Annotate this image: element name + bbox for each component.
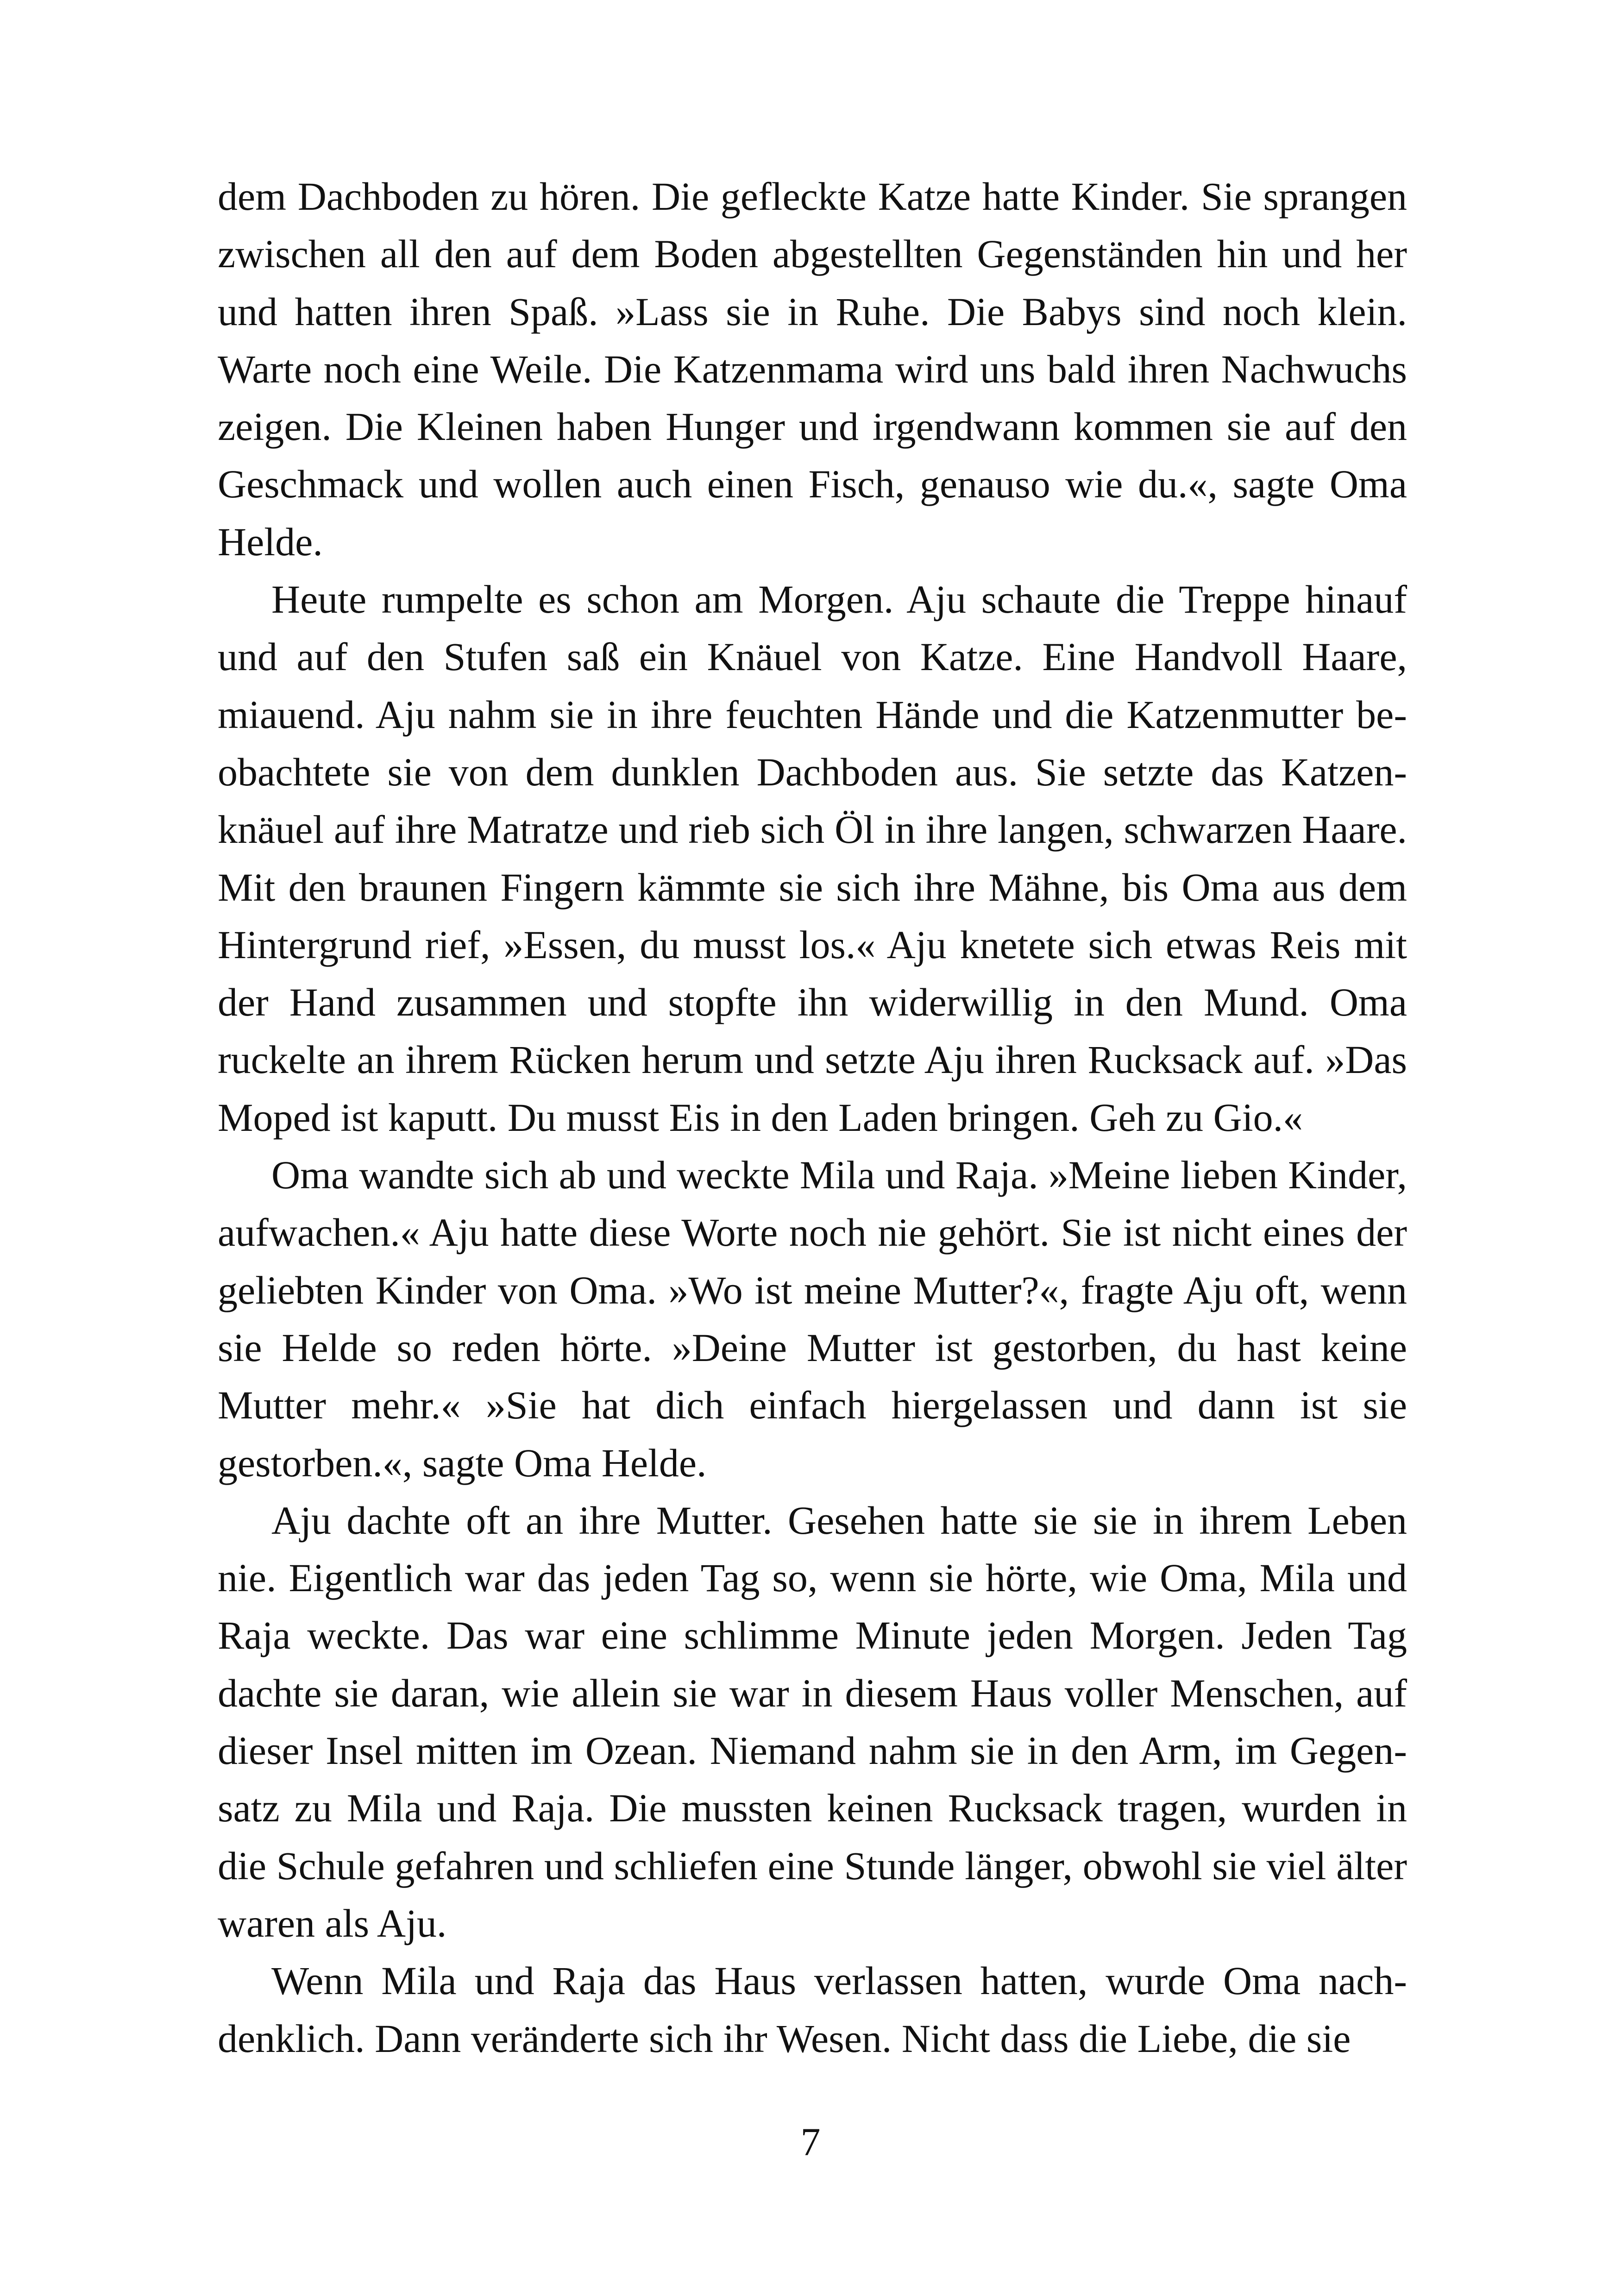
paragraph-5: Wenn Mila und Raja das Haus verlassen hatten, wurde Oma nachdenklich. Dann veränderte sich ihr Wesen. Nicht dass die Liebe, die sie <box>218 1958 1407 2061</box>
paragraph-1: dem Dachboden zu hören. Die gefleckte Katze hatte Kinder. Sie sprangen zwischen all den auf dem Boden abgestellten Gegenständen hin und her und hatten ihren Spaß. »Lass sie in Ruhe. Die Babys sind noch klein. Warte noch eine Weile. Die Katzenmama wird uns bald ihren Nachwuchs zeigen. Die Kleinen haben Hunger und irgendwann kommen sie auf den Geschmack und wollen auch einen Fisch, genauso wie du.«, sagte Oma Helde. <box>218 174 1407 564</box>
body-text <box>218 168 1407 2067</box>
paragraph-2: Heute rumpelte es schon am Morgen. Aju schaute die Treppe hinauf und auf den Stufen saß ein Knäuel von Katze. Eine Handvoll Haare, miauend. Aju nahm sie in ihre feuchten Hände und die Katzenmutter beobachtete sie von dem dunklen Dachboden aus. Sie setzte das Katzenknäuel auf ihre Matratze und rieb sich Öl in ihre langen, schwarzen Haare. Mit den braunen Fingern kämmte sie sich ihre Mähne, bis Oma aus dem Hintergrund rief, »Essen, du musst los.« Aju knetete sich etwas Reis mit der Hand zusammen und stopfte ihn widerwillig in den Mund. Oma ruckelte an ihrem Rücken herum und setzte Aju ihren Rucksack auf. »Das Moped ist kaputt. Du musst Eis in den Laden bringen. Geh zu Gio.« <box>218 577 1407 1140</box>
page-number: 7 <box>800 2120 821 2164</box>
paragraph-3: Oma wandte sich ab und weckte Mila und Raja. »Meine lieben Kinder, aufwachen.« Aju hatte diese Worte noch nie gehört. Sie ist nicht eines der geliebten Kinder von Oma. »Wo ist meine Mutter?«, fragte Aju oft, wenn sie Helde so reden hörte. »Deine Mutter ist gestorben, du hast keine Mutter mehr.« »Sie hat dich einfach hiergelassen und dann ist sie gestorben.«, sagte Oma Helde. <box>218 1153 1407 1485</box>
paragraph-4: Aju dachte oft an ihre Mutter. Gesehen hatte sie sie in ihrem Leben nie. Eigentlich war das jeden Tag so, wenn sie hörte, wie Oma, Mila und Raja weckte. Das war eine schlimme Minute jeden Morgen. Jeden Tag dachte sie daran, wie allein sie war in diesem Haus voller Menschen, auf dieser Insel mitten im Ozean. Niemand nahm sie in den Arm, im Gegensatz zu Mila und Raja. Die mussten keinen Rucksack tragen, wurden in die Schule gefahren und schliefen eine Stunde länger, obwohl sie viel älter waren als Aju. <box>218 1498 1407 1945</box>
